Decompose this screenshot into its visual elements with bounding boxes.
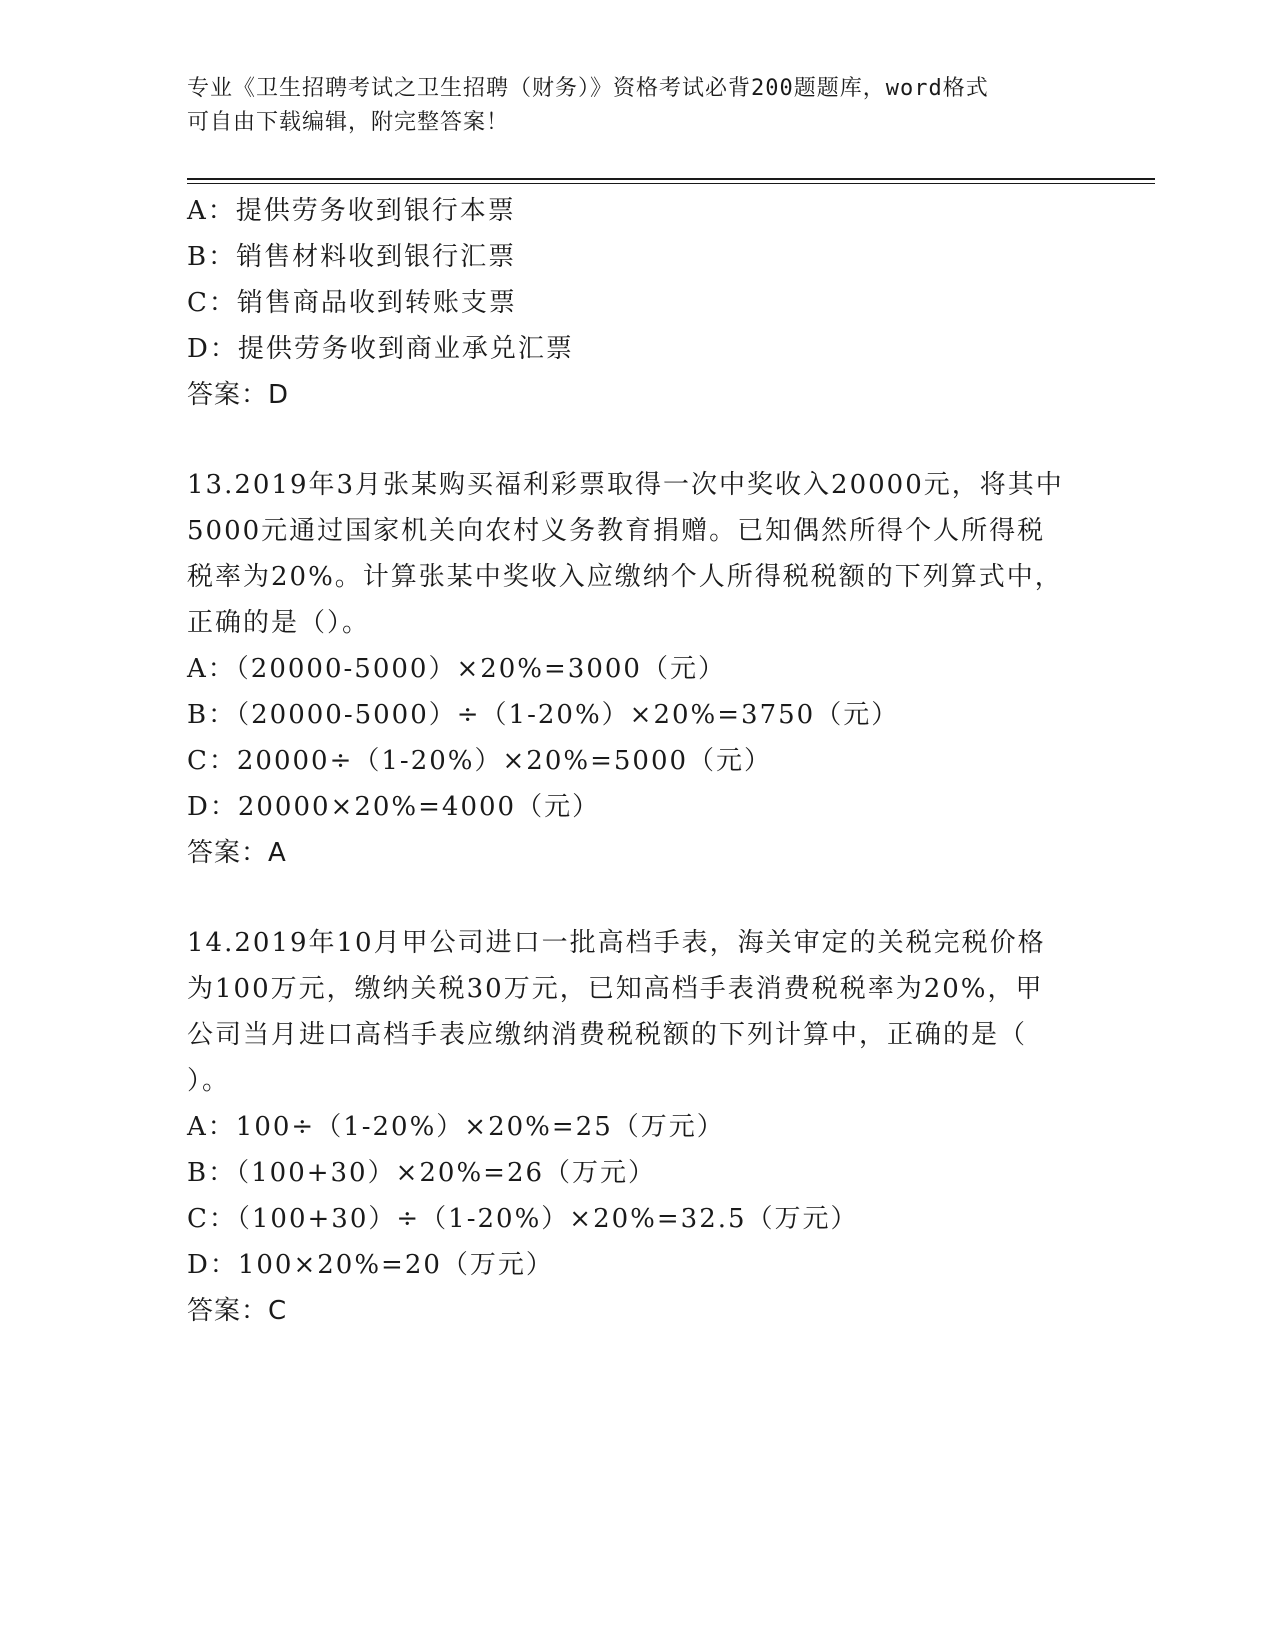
answer: 答案：C [187,1296,288,1326]
document-header [187,72,1087,140]
option-b: B：（100+30）×20%=26（万元） [187,1158,657,1188]
option-d: D：提供劳务收到商业承兑汇票 [187,334,574,364]
header-divider-thick [187,178,1155,180]
option-d: D：100×20%=20（万元） [187,1250,554,1280]
question-text-line: 为100万元，缴纳关税30万元，已知高档手表消费税税率为20%，甲 [187,974,1044,1004]
option-c: C：20000÷（1-20%）×20%=5000（元） [187,746,773,776]
question-13-block [187,462,1087,876]
question-text-line: ）。 [187,1066,231,1096]
question-text-line: 正确的是（）。 [187,608,371,638]
question-12-block [187,188,1087,418]
question-text-line: 5000元通过国家机关向农村义务教育捐赠。已知偶然所得个人所得税 [187,516,1046,546]
option-c: C：（100+30）÷（1-20%）×20%=32.5（万元） [187,1204,859,1234]
header-line-2: 可自由下载编辑，附完整答案！ [187,110,510,135]
question-text-line: 公司当月进口高档手表应缴纳消费税税额的下列计算中，正确的是（ [187,1020,1028,1050]
header-divider-thin [187,183,1155,184]
option-d: D：20000×20%=4000（元） [187,792,601,822]
question-text-line: 14.2019年10月甲公司进口一批高档手表，海关审定的关税完税价格 [187,928,1046,958]
question-text-line: 税率为20%。计算张某中奖收入应缴纳个人所得税税额的下列算式中， [187,562,1063,592]
answer: 答案：A [187,838,287,868]
header-line-1: 专业《卫生招聘考试之卫生招聘（财务）》资格考试必背200题题库，word格式 [187,76,989,101]
document-body [187,188,1087,1334]
spacer [187,876,1087,920]
option-a: A：（20000-5000）×20%=3000（元） [187,654,726,684]
option-a: A：提供劳务收到银行本票 [187,196,516,226]
option-a: A：100÷（1-20%）×20%=25（万元） [187,1112,725,1142]
question-14-block [187,920,1087,1334]
option-b: B：（20000-5000）÷（1-20%）×20%=3750（元） [187,700,900,730]
answer: 答案：D [187,380,290,410]
option-b: B：销售材料收到银行汇票 [187,242,517,272]
option-c: C：销售商品收到转账支票 [187,288,517,318]
spacer [187,418,1087,462]
question-text-line: 13.2019年3月张某购买福利彩票取得一次中奖收入20000元，将其中 [187,470,1064,500]
